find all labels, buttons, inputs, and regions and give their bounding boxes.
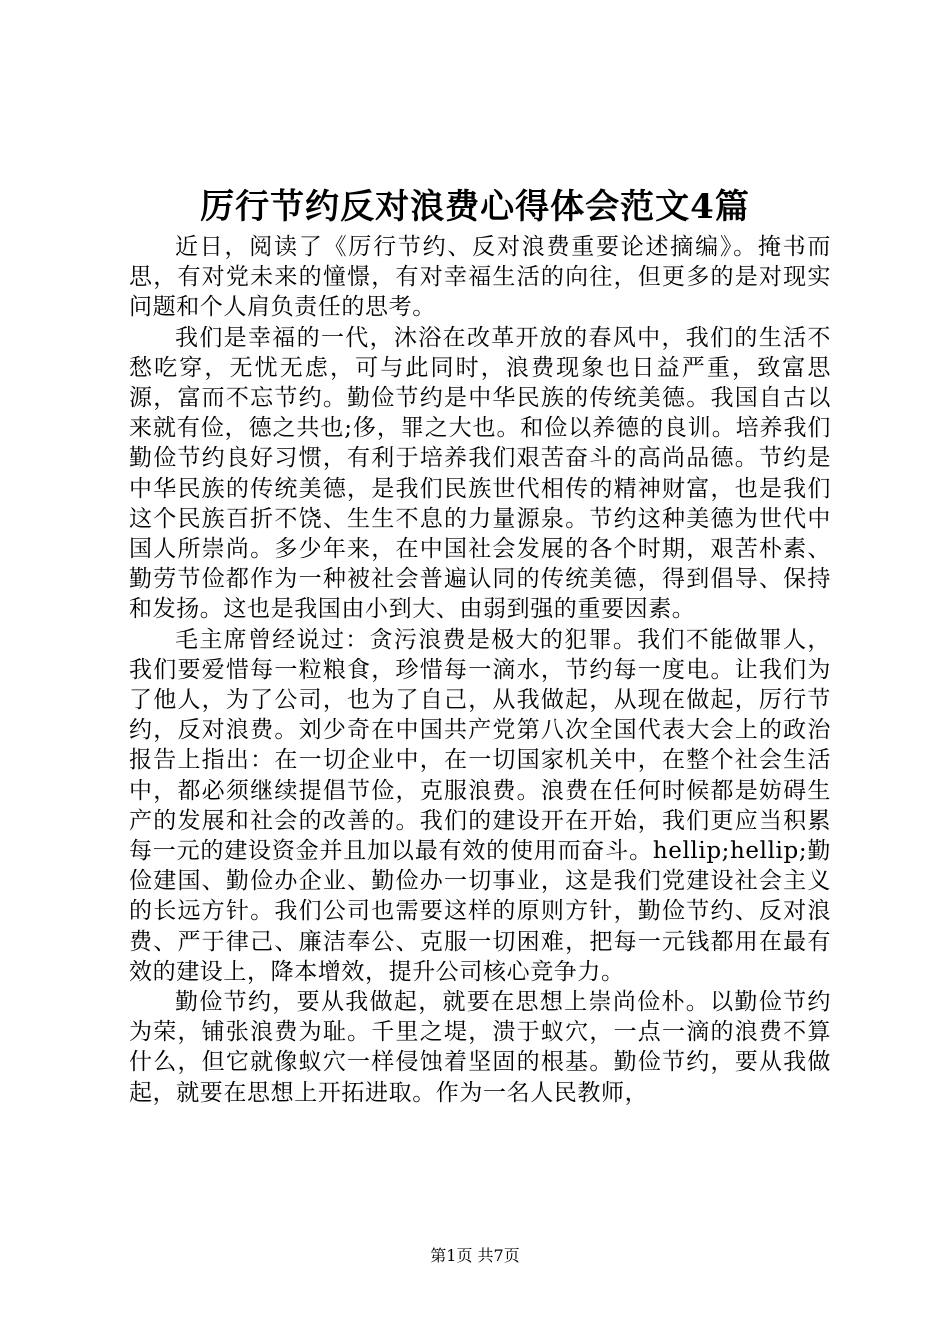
paragraph-2: 我们是幸福的一代，沐浴在改革开放的春风中，我们的生活不愁吃穿，无忧无虑，可与此同时，浪费现象也日益严重，致富思源，富而不忘节约。勤俭节约是中华民族的传统美德。我国自古以来就有俭，德之共也;侈，罪之大也。和俭以养德的良训。培养我们勤俭节约良好习惯，有利于培养我们艰苦奋斗的高尚品德。节约是中华民族的传统美德，是我们民族世代相传的精神财富，也是我们这个民族百折不饶、生生不息的力量源泉。节约这种美德为世代中国人所崇尚。多少年来，在中国社会发展的各个时期，艰苦朴素、勤劳节俭都作为一种被社会普遍认同的传统美德，得到倡导、保持和发扬。这也是我国由小到大、由弱到强的重要因素。	[129, 324, 831, 623]
paragraph-3: 毛主席曾经说过：贪污浪费是极大的犯罪。我们不能做罪人，我们要爱惜每一粒粮食，珍惜每一滴水，节约每一度电。让我们为了他人，为了公司，也为了自己，从我做起，从现在做起，厉行节约，反对浪费。刘少奇在中国共产党第八次全国代表大会上的政治报告上指出：在一切企业中，在一切国家机关中，在整个社会生活中，都必须继续提倡节俭，克服浪费。浪费在任何时候都是妨碍生产的发展和社会的改善的。我们的建设开在开始，我们更应当积累每一元的建设资金并且加以最有效的使用而奋斗。hellip;hellip;勤俭建国、勤俭办企业、勤俭办一切事业，这是我们党建设社会主义的长远方针。我们公司也需要这样的原则方针，勤俭节约、反对浪费、严于律己、廉洁奉公、克服一切困难，把每一元钱都用在最有效的建设上，降本增效，提升公司核心竞争力。	[129, 626, 831, 985]
paragraph-4: 勤俭节约，要从我做起，就要在思想上崇尚俭朴。以勤俭节约为荣，铺张浪费为耻。千里之堤，溃于蚁穴，一点一滴的浪费不算什么，但它就像蚁穴一样侵蚀着坚固的根基。勤俭节约，要从我做起，就要在思想上开拓进取。作为一名人民教师，	[129, 989, 831, 1106]
paragraph-1: 近日，阅读了《厉行节约、反对浪费重要论述摘编》。掩书而思，有对党未来的憧憬，有对幸福生活的向往，但更多的是对现实问题和个人肩负责任的思考。	[129, 234, 831, 321]
page-footer: 第1页 共7页	[430, 1246, 520, 1265]
document-body	[129, 232, 831, 1108]
document-title: 厉行节约反对浪费心得体会范文4篇	[200, 187, 750, 227]
